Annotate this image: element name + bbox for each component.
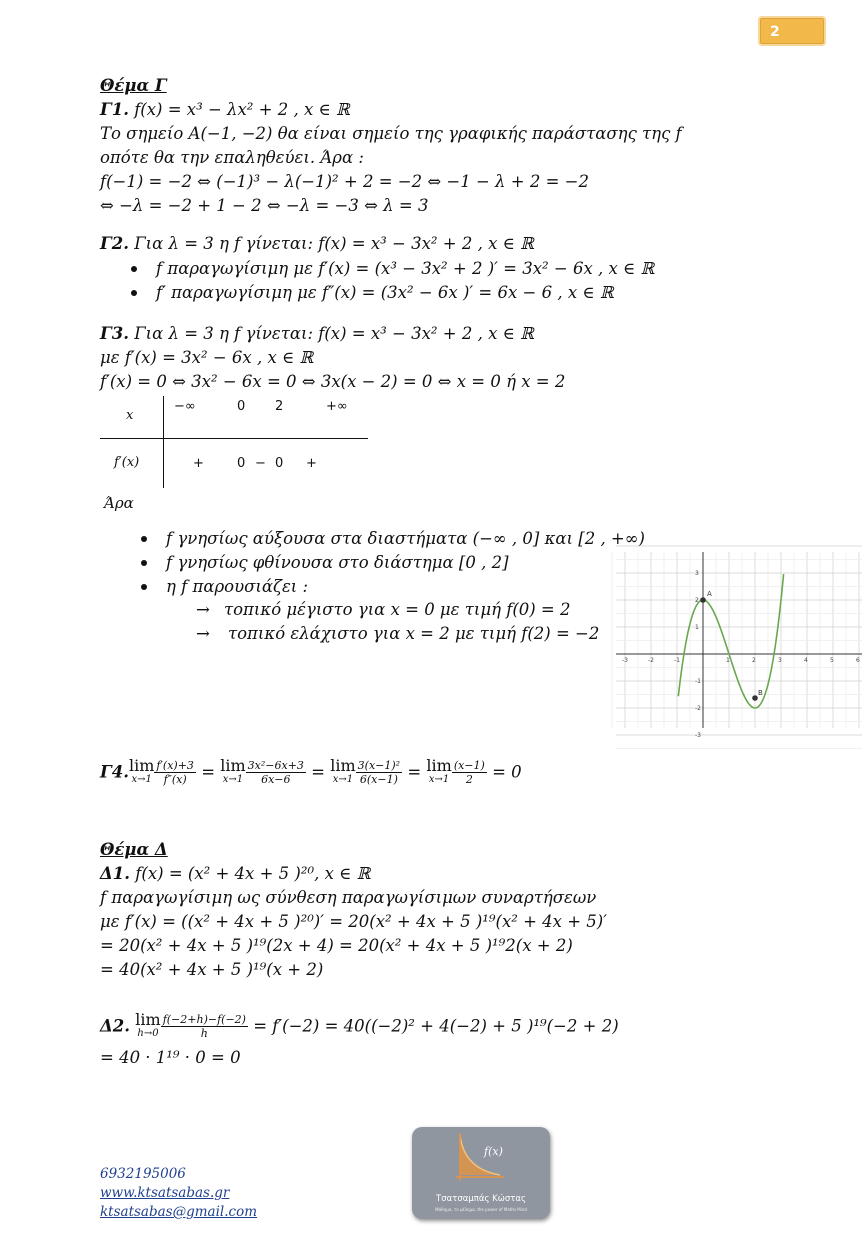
x-tick-label: 2 [752, 657, 756, 664]
d2-line2: = 40 · 1¹⁹ · 0 = 0 [100, 1048, 241, 1067]
logo-tagline: Μάθημα, το μέλημα, the power of Maths Mind [435, 1207, 527, 1212]
g1-line3: οπότε θα την επαληθεύει. Άρα : [100, 148, 364, 167]
y-tick-label: -1 [695, 678, 701, 685]
table-vertical-line [163, 396, 164, 488]
bullet-dot [131, 290, 137, 296]
limit-operator: lim x→1 [220, 755, 246, 785]
d1-label: Δ1. [100, 864, 131, 883]
y-tick-label: 3 [695, 570, 699, 577]
d1-line3: με f′(x) = ((x² + 4x + 5 )²⁰)′ = 20(x² + 4x + 5 )¹⁹(x² + 4x + 5)′ [100, 912, 607, 931]
y-tick-label: 1 [695, 624, 699, 631]
d2-label: Δ2. [100, 1016, 131, 1036]
g2-text: Για λ = 3 η f γίνεται: f(x) = x³ − 3x² + 2 , x ∈ ℝ [134, 234, 534, 253]
equals: = [407, 762, 422, 782]
limit-operator: lim h→0 [135, 1009, 161, 1039]
equals: = [311, 762, 325, 782]
table-fprime-label: f′(x) [114, 455, 140, 470]
x-tick-label: 3 [778, 657, 782, 664]
x-tick-label: 4 [804, 657, 808, 664]
bullet-dot [131, 266, 137, 272]
limit-operator: lim x→1 [330, 755, 356, 785]
page-number: 2 [770, 24, 780, 40]
table-sign: 0 [275, 456, 284, 471]
bullet-dot [141, 536, 147, 542]
bullet-dot [141, 584, 147, 590]
g3-line1 [100, 324, 534, 344]
author-logo [412, 1127, 550, 1219]
fraction: $\frac{f'(x)+3}{f''(x)}$ [156, 759, 194, 786]
x-tick-label: 6 [856, 657, 860, 664]
table-sign: + [306, 456, 317, 471]
g1-line2: Το σημείο A(−1, −2) θα είναι σημείο της γραφικής παράστασης της f [100, 124, 682, 143]
y-tick-label: 2 [695, 597, 699, 604]
theme-d-title: Θέμα Δ [100, 840, 168, 859]
g3-sub1: τοπικό μέγιστο για x = 0 με τιμή f(0) = 2 [224, 600, 571, 619]
table-sign: − [255, 456, 266, 471]
logo-graphic [412, 1127, 550, 1219]
g4-line [100, 752, 522, 792]
x-tick-label: -2 [648, 657, 654, 664]
g3-sub2: τοπικό ελάχιστο για x = 2 με τιμή f(2) = −2 [228, 624, 600, 643]
g2-bullet2: f′ παραγωγίσιμη με f″(x) = (3x² − 6x )′ = 6x − 6 , x ∈ ℝ [156, 283, 614, 302]
point-b-label: B [758, 689, 763, 697]
x-tick-label: 1 [726, 657, 730, 664]
fraction: $\frac{\text{3x²−6x+3}}{6x-6}$ [247, 759, 304, 786]
fraction: $\frac{(x-1)}{2}$ [453, 759, 485, 786]
logo-name: Τσατσαμπάς Κώστας [436, 1194, 526, 1204]
g2-bullet1: f παραγωγίσιμη με f′(x) = (x³ − 3x² + 2 )′ = 3x² − 6x , x ∈ ℝ [156, 259, 655, 278]
footer-phone: 6932195006 [100, 1166, 186, 1182]
g3-line3: f′(x) = 0 ⇔ 3x² − 6x = 0 ⇔ 3x(x − 2) = 0 ⇔ x = 0 ή x = 2 [100, 372, 566, 391]
g3-ara: Άρα [104, 494, 134, 512]
table-sign: + [193, 456, 204, 471]
point-b-marker [752, 695, 758, 701]
g1-function: f(x) = x³ − λx² + 2 , x ∈ ℝ [134, 100, 350, 119]
table-sign: 0 [237, 456, 246, 471]
g1-line1 [100, 100, 350, 120]
bullet-dot [141, 560, 147, 566]
y-tick-label: -3 [695, 732, 701, 739]
fraction: $\frac{f(-2+h)-f(-2)}{h}$ [162, 1013, 246, 1040]
g1-line4: f(−1) = −2 ⇔ (−1)³ − λ(−1)² + 2 = −2 ⇔ −1 − λ + 2 = −2 [100, 172, 589, 191]
sign-table [100, 396, 370, 491]
point-a-marker [700, 597, 706, 603]
g4-result: = 0 [492, 762, 522, 782]
g2-label: Γ2. [100, 234, 129, 253]
x-tick-label: -3 [622, 657, 628, 664]
g3-bullet3: η f παρουσιάζει : [166, 577, 309, 596]
g3-line2: με f′(x) = 3x² − 6x , x ∈ ℝ [100, 348, 314, 367]
limit-operator: lim x→1 [426, 755, 452, 785]
d1-line5: = 40(x² + 4x + 5 )¹⁹(x + 2) [100, 960, 324, 979]
graph-grid [612, 546, 865, 749]
d1-line1 [100, 864, 370, 884]
table-x-value: 0 [237, 399, 246, 414]
table-horizontal-line [100, 438, 368, 439]
arrow-icon: → [196, 624, 210, 643]
logo-fx: f(x) [484, 1145, 503, 1158]
point-a-label: A [707, 590, 712, 598]
g3-text: Για λ = 3 η f γίνεται: f(x) = x³ − 3x² + 2 , x ∈ ℝ [134, 324, 534, 343]
g3-label: Γ3. [100, 324, 129, 343]
equals: = [201, 762, 216, 782]
table-x-label: x [126, 408, 134, 423]
footer-email-link[interactable]: ktsatsabas@gmail.com [100, 1204, 258, 1220]
d2-rest: = f′(−2) = 40((−2)² + 4(−2) + 5 )¹⁹(−2 + 2) [253, 1016, 619, 1036]
d1-line4: = 20(x² + 4x + 5 )¹⁹(2x + 4) = 20(x² + 4x + 5 )¹⁹2(x + 2) [100, 936, 573, 955]
limit-operator: lim x→1 [128, 755, 155, 785]
d1-line2: f παραγωγίσιμη ως σύνθεση παραγωγίσιμων συναρτήσεων [100, 888, 597, 907]
g3-bullet2: f γνησίως φθίνουσα στο διάστημα [0 , 2] [166, 553, 509, 572]
x-tick-label: 5 [830, 657, 834, 664]
g1-label: Γ1. [100, 100, 129, 119]
fraction: $\frac{\text{3(x−1)²}}{6(x-1)}$ [357, 759, 401, 786]
table-x-value: −∞ [174, 399, 196, 414]
x-tick-label: -1 [674, 657, 680, 664]
g3-bullet1: f γνησίως αύξουσα στα διαστήματα (−∞ , 0] και [2 , +∞) [166, 529, 645, 548]
table-x-value: +∞ [326, 399, 348, 414]
function-graph [616, 552, 862, 739]
footer-website-link[interactable]: www.ktsatsabas.gr [100, 1185, 230, 1201]
y-tick-label: -2 [695, 705, 701, 712]
arrow-icon: → [196, 600, 210, 619]
d1-function: f(x) = (x² + 4x + 5 )²⁰, x ∈ ℝ [135, 864, 371, 883]
theme-c-title: Θέμα Γ [100, 76, 167, 95]
g2-line1 [100, 234, 534, 254]
page-number-badge [758, 16, 826, 46]
table-x-value: 2 [275, 399, 284, 414]
d2-line1 [100, 1006, 619, 1046]
g4-label: Γ4. [100, 762, 129, 782]
g1-line5: ⇔ −λ = −2 + 1 − 2 ⇔ −λ = −3 ⇔ λ = 3 [100, 196, 429, 215]
